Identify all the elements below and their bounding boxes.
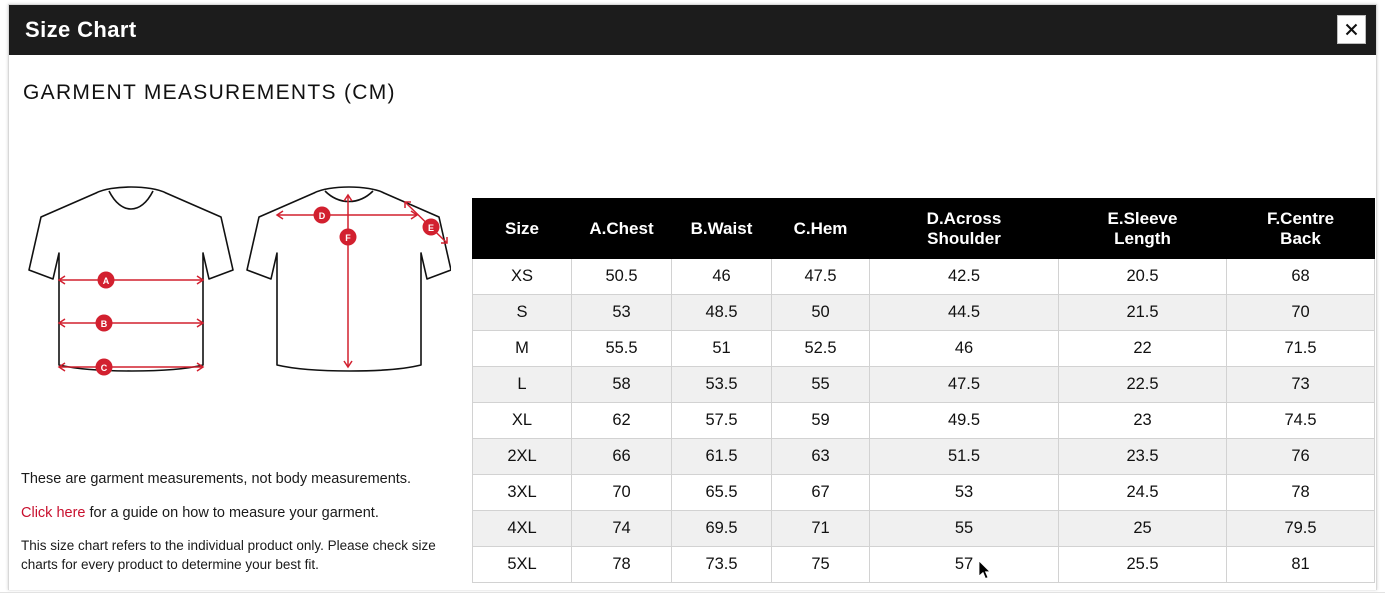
- cell-shoulder: 47.5: [870, 367, 1059, 403]
- cell-waist: 57.5: [672, 403, 772, 439]
- svg-text:C: C: [100, 363, 108, 373]
- cell-centre: 74.5: [1227, 403, 1375, 439]
- cell-centre: 73: [1227, 367, 1375, 403]
- col-header-sleeve-line1: E.Sleeve: [1107, 209, 1178, 228]
- close-icon[interactable]: [1337, 15, 1366, 44]
- cell-waist: 61.5: [672, 439, 772, 475]
- cell-waist: 65.5: [672, 475, 772, 511]
- col-header-hem: C.Hem: [772, 199, 870, 259]
- size-table-wrapper: [472, 198, 1374, 583]
- cell-sleeve: 22: [1059, 331, 1227, 367]
- cell-shoulder: 49.5: [870, 403, 1059, 439]
- cell-centre: 76: [1227, 439, 1375, 475]
- cell-chest: 58: [572, 367, 672, 403]
- cell-hem: 52.5: [772, 331, 870, 367]
- cell-waist: 69.5: [672, 511, 772, 547]
- cell-centre: 70: [1227, 295, 1375, 331]
- table-row: [473, 259, 1375, 295]
- page-left-strip: [0, 0, 8, 601]
- cell-size: S: [473, 295, 572, 331]
- cell-hem: 71: [772, 511, 870, 547]
- col-header-sleeve-line2: Length: [1114, 228, 1171, 248]
- cell-chest: 55.5: [572, 331, 672, 367]
- col-header-chest: A.Chest: [572, 199, 672, 259]
- size-table: [472, 198, 1375, 583]
- note-line-3: This size chart refers to the individual product only. Please check size charts for every product to determine your best fit.: [21, 538, 436, 572]
- cell-shoulder: 46: [870, 331, 1059, 367]
- garment-illustration: [21, 175, 451, 455]
- cell-waist: 48.5: [672, 295, 772, 331]
- cell-centre: 81: [1227, 547, 1375, 583]
- section-heading: GARMENT MEASUREMENTS (CM): [23, 81, 396, 104]
- cell-centre: 78: [1227, 475, 1375, 511]
- cell-sleeve: 25.5: [1059, 547, 1227, 583]
- cell-chest: 74: [572, 511, 672, 547]
- cell-chest: 78: [572, 547, 672, 583]
- cell-shoulder: 55: [870, 511, 1059, 547]
- modal-title: Size Chart: [25, 17, 137, 42]
- col-header-sleeve: [1059, 199, 1227, 259]
- cell-waist: 46: [672, 259, 772, 295]
- col-header-shoulder: [870, 199, 1059, 259]
- svg-text:E: E: [427, 223, 435, 233]
- modal-header: [9, 5, 1376, 55]
- cell-hem: 55: [772, 367, 870, 403]
- modal-body: [9, 55, 1376, 590]
- cell-shoulder: 44.5: [870, 295, 1059, 331]
- cell-chest: 66: [572, 439, 672, 475]
- cell-hem: 63: [772, 439, 870, 475]
- cell-hem: 50: [772, 295, 870, 331]
- cell-sleeve: 22.5: [1059, 367, 1227, 403]
- cell-sleeve: 24.5: [1059, 475, 1227, 511]
- cell-waist: 51: [672, 331, 772, 367]
- cell-centre: 79.5: [1227, 511, 1375, 547]
- col-header-waist: B.Waist: [672, 199, 772, 259]
- table-row: [473, 295, 1375, 331]
- note-line-1: These are garment measurements, not body measurements.: [21, 471, 412, 487]
- col-header-shoulder-line2: Shoulder: [927, 228, 1001, 248]
- cell-size: XL: [473, 403, 572, 439]
- size-chart-modal: [8, 4, 1377, 590]
- cell-centre: 71.5: [1227, 331, 1375, 367]
- svg-text:B: B: [100, 319, 108, 329]
- cell-sleeve: 21.5: [1059, 295, 1227, 331]
- cell-size: 2XL: [473, 439, 572, 475]
- svg-text:F: F: [345, 233, 351, 243]
- table-row: [473, 331, 1375, 367]
- col-header-centre-line1: F.Centre: [1266, 209, 1335, 228]
- cell-waist: 73.5: [672, 547, 772, 583]
- table-row: [473, 475, 1375, 511]
- col-header-size: Size: [473, 199, 572, 259]
- table-row: [473, 367, 1375, 403]
- cell-size: 3XL: [473, 475, 572, 511]
- table-row: [473, 547, 1375, 583]
- cell-chest: 62: [572, 403, 672, 439]
- cell-sleeve: 20.5: [1059, 259, 1227, 295]
- cell-hem: 47.5: [772, 259, 870, 295]
- cell-shoulder: 57: [870, 547, 1059, 583]
- cell-size: M: [473, 331, 572, 367]
- table-row: [473, 511, 1375, 547]
- table-header-row: [473, 199, 1375, 259]
- cell-waist: 53.5: [672, 367, 772, 403]
- cell-size: 5XL: [473, 547, 572, 583]
- note-line-2: [21, 504, 461, 524]
- svg-text:A: A: [102, 276, 110, 286]
- table-row: [473, 403, 1375, 439]
- cell-size: 4XL: [473, 511, 572, 547]
- cell-shoulder: 53: [870, 475, 1059, 511]
- measure-guide-link[interactable]: Click here: [21, 504, 86, 521]
- col-header-centre-line2: Back: [1280, 228, 1321, 248]
- cell-hem: 59: [772, 403, 870, 439]
- col-header-centre: [1227, 199, 1375, 259]
- cell-hem: 75: [772, 547, 870, 583]
- cell-shoulder: 51.5: [870, 439, 1059, 475]
- cell-hem: 67: [772, 475, 870, 511]
- table-row: [473, 439, 1375, 475]
- cell-chest: 70: [572, 475, 672, 511]
- cell-sleeve: 23.5: [1059, 439, 1227, 475]
- svg-text:D: D: [318, 211, 326, 221]
- measurement-notes: [21, 470, 461, 588]
- cell-shoulder: 42.5: [870, 259, 1059, 295]
- cell-size: XS: [473, 259, 572, 295]
- col-header-shoulder-line1: D.Across: [926, 209, 1002, 228]
- cell-sleeve: 25: [1059, 511, 1227, 547]
- cell-centre: 68: [1227, 259, 1375, 295]
- page-bottom-strip: [0, 592, 1385, 601]
- note-line-2-rest: for a guide on how to measure your garment.: [85, 504, 379, 521]
- cell-size: L: [473, 367, 572, 403]
- cell-sleeve: 23: [1059, 403, 1227, 439]
- cell-chest: 50.5: [572, 259, 672, 295]
- cell-chest: 53: [572, 295, 672, 331]
